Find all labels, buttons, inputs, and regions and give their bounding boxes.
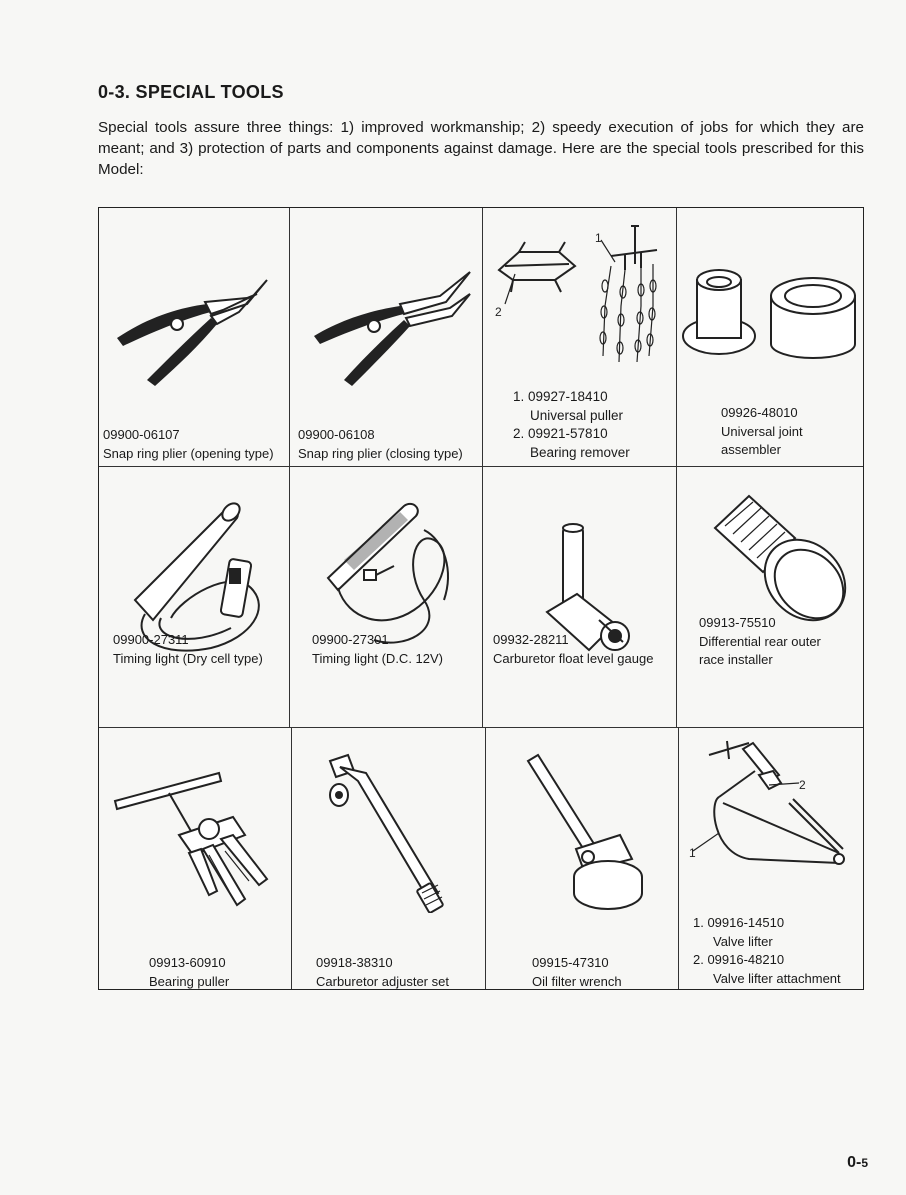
tool-cell [679,729,863,989]
oil-filter-wrench-icon [522,753,662,913]
tool-cell [99,208,289,466]
part-number: 2. 09916-48210 [693,952,785,967]
tool-name: Bearing remover [530,444,630,460]
tool-name: Carburetor float level gauge [493,650,654,666]
tool-caption [316,954,449,989]
section-heading [98,82,284,103]
special-tools-table [98,207,864,990]
valve-lifter-icon [689,733,859,883]
tool-cell [483,208,676,466]
tool-name: Snap ring plier (opening type) [103,445,274,461]
tool-cell [677,208,863,466]
tool-caption [721,404,803,460]
callout-1: 1 [595,231,602,245]
tool-name: Oil filter wrench [532,973,622,989]
tool-cell [99,729,291,989]
tool-caption [298,426,463,463]
tool-cell [486,729,678,989]
part-number: 09915-47310 [532,955,609,970]
tool-caption [103,426,274,463]
tool-cell [290,468,482,727]
tool-name: race installer [699,652,773,667]
part-number: 2. 09921-57810 [513,426,608,441]
tool-name: Timing light (D.C. 12V) [312,650,443,666]
page-number-sub: 5 [861,1156,868,1170]
tool-name: Snap ring plier (closing type) [298,445,463,461]
tool-caption [513,388,630,462]
tool-cell [99,468,289,727]
part-number: 09900-06108 [298,427,375,442]
part-number: 09900-27311 [113,632,189,647]
part-number: 09918-38310 [316,955,393,970]
row-divider [99,727,863,728]
universal-puller-icon [485,216,675,376]
tool-name: Bearing puller [149,973,230,989]
tool-name: Differential rear outer [699,633,821,649]
race-installer-icon [705,488,855,628]
tool-caption [149,954,229,989]
tool-cell [677,468,863,727]
tool-name: assembler [721,442,781,457]
section-number: 0-3. [98,82,131,102]
tool-caption [699,614,821,670]
tool-name: Timing light (Dry cell type) [113,650,263,666]
part-number: 09932-28211 [493,632,569,647]
callout-1: 1 [689,846,696,860]
tool-cell [292,729,485,989]
page-number-main: 0- [847,1154,862,1171]
part-number: 09913-60910 [149,955,226,970]
section-title: SPECIAL TOOLS [135,82,284,102]
snap-ring-plier-opening-icon [107,268,287,388]
part-number: 09900-27301 [312,632,389,647]
tool-name: Valve lifter attachment [713,970,841,986]
tool-caption [532,954,622,989]
tool-name: Universal puller [530,407,624,423]
part-number: 09913-75510 [699,615,776,630]
callout-2: 2 [495,305,502,319]
tool-cell [483,468,676,727]
tool-cell [290,208,482,466]
tool-caption [493,631,653,668]
part-number: 09926-48010 [721,405,798,420]
row-divider [99,466,863,467]
part-number: 09900-06107 [103,427,180,442]
tool-name: Universal joint [721,423,803,439]
tool-caption [113,631,263,668]
bearing-puller-icon [109,745,289,915]
snap-ring-plier-closing-icon [300,268,480,388]
carburetor-adjuster-icon [318,753,468,913]
intro-paragraph: Special tools assure three things: 1) improved workmanship; 2) speedy execution of jobs for which they are meant; and 3) protection of parts and components against damage. Here are the special tools prescribed for this Model: [98,119,864,178]
universal-joint-assembler-icon [679,266,863,366]
part-number: 1. 09916-14510 [693,915,785,930]
tool-name: Valve lifter [713,933,773,949]
part-number: 1. 09927-18410 [513,389,608,404]
tool-caption [312,631,443,668]
page-number [847,1154,868,1172]
callout-2: 2 [799,778,806,792]
tool-caption [693,914,841,988]
tool-name: Carburetor adjuster set [316,973,449,989]
